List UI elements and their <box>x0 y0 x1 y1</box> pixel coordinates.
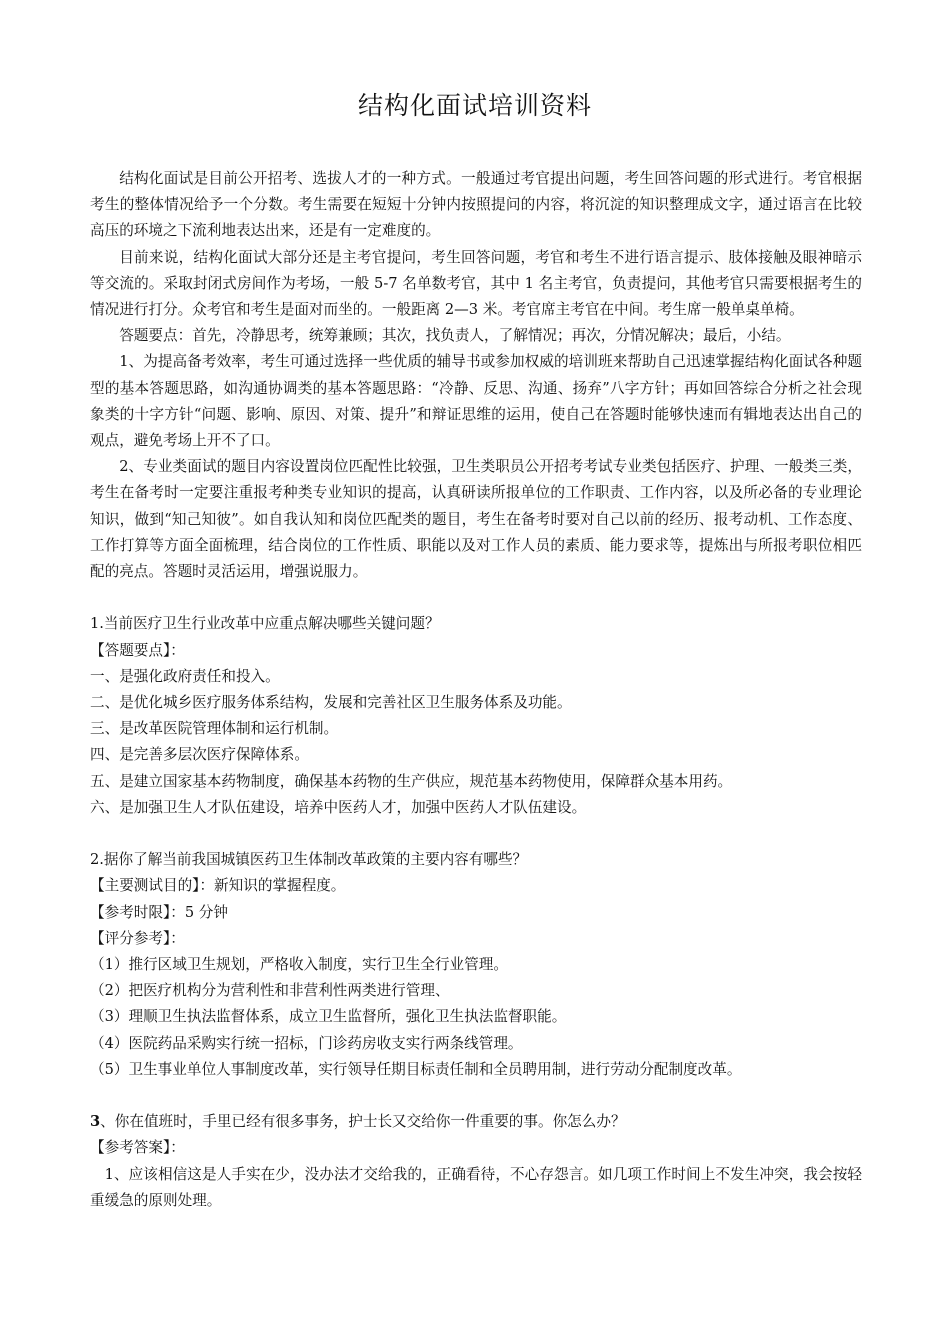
intro-paragraph: 1、为提高备考效率，考生可通过选择一些优质的辅导书或参加权威的培训班来帮助自己迅速掌握结构化面试各种题型的基本答题思路，如沟通协调类的基本答题思路：“冷静、反思、沟通、扬弃”八字方针；再如回答综合分析之社会现象类的十字方针“问题、影响、原因、对策、提升”和辩证思维的运用，使自己在答题时能够快速而有辑地表达出自己的观点，避免考场上开不了口。 <box>90 353 862 450</box>
question-3-text: 、你在值班时，手里已经有很多事务，护士长又交给你一件重要的事。你怎么办？ <box>100 1113 626 1131</box>
answer-label: 【参考答案】： <box>90 1139 185 1157</box>
intro-paragraph: 答题要点：首先，冷静思考，统筹兼顾；其次，找负责人，了解情况；再次，分情况解决；最后，小结。 <box>119 327 791 345</box>
answer-item: 四、是完善多层次医疗保障体系。 <box>90 746 309 764</box>
scoring-item: （1）推行区域卫生规划，严格收入制度，实行卫生全行业管理。 <box>90 956 508 974</box>
answer-item: 一、是强化政府责任和投入。 <box>90 667 280 685</box>
spacer <box>90 585 862 611</box>
spacer <box>90 821 862 847</box>
question-3 <box>90 1109 862 1135</box>
scoring-item: （4）医院药品采购实行统一招标，门诊药房收支实行两条线管理。 <box>90 1034 523 1052</box>
question-2: 2.据你了解当前我国城镇医药卫生体制改革政策的主要内容有哪些？ <box>90 851 528 869</box>
answer-item: 二、是优化城乡医疗服务体系结构，发展和完善社区卫生服务体系及功能。 <box>90 694 572 712</box>
answer-item: 五、是建立国家基本药物制度，确保基本药物的生产供应，规范基本药物使用，保障群众基本用药。 <box>90 772 733 790</box>
answer-item: 三、是改革医院管理体制和运行机制。 <box>90 720 339 738</box>
question-3-number: 3 <box>90 1113 101 1131</box>
time-limit: 【参考时限】：5 分钟 <box>90 903 228 921</box>
spacer <box>90 1083 862 1109</box>
intro-paragraph: 结构化面试是目前公开招考、选拔人才的一种方式。一般通过考官提出问题，考生回答问题的形式进行。考官根据考生的整体情况给予一个分数。考生需要在短短十分钟内按照提问的内容，将沉淀的知识整理成文字，通过语言在比较高压的环境之下流利地表达出来，还是有一定难度的。 <box>90 170 862 240</box>
answer-item: 六、是加强卫生人才队伍建设，培养中医药人才，加强中医药人才队伍建设。 <box>90 798 587 816</box>
scoring-label: 【评分参考】： <box>90 929 185 947</box>
answer-label: 【答题要点】： <box>90 641 185 659</box>
question-1: 1.当前医疗卫生行业改革中应重点解决哪些关键问题？ <box>90 615 440 633</box>
scoring-item: （3）理顺卫生执法监督体系，成立卫生监督所，强化卫生执法监督职能。 <box>90 1008 567 1026</box>
answer-item: 1、应该相信这是人手实在少，没办法才交给我的，正确看待，不心存怨言。如几项工作时间上不发生冲突，我会按轻重缓急的原则处理。 <box>90 1165 862 1209</box>
test-purpose: 【主要测试目的】：新知识的掌握程度。 <box>90 877 346 895</box>
document-body <box>90 166 862 1214</box>
document-title: 结构化面试培训资料 <box>357 91 592 120</box>
intro-paragraph: 2、专业类面试的题目内容设置岗位匹配性比较强，卫生类职员公开招考考试专业类包括医疗、护理、一般类三类，考生在备考时一定要注重报考种类专业知识的提高，认真研读所报单位的工作职责、工作内容，以及所必备的专业理论知识，做到“知己知彼”。如自我认知和岗位匹配类的题目，考生在备考时要对自己以前的经历、报考动机、工作态度、工作打算等方面全面梳理，结合岗位的工作性质、职能以及对工作人员的素质、能力要求等，提炼出与所报考职位相匹配的亮点。答题时灵活运用，增强说服力。 <box>90 458 862 581</box>
scoring-item: （2）把医疗机构分为营利性和非营利性两类进行管理、 <box>90 982 450 1000</box>
scoring-item: （5）卫生事业单位人事制度改革，实行领导任期目标责任制和全员聘用制，进行劳动分配制度改革。 <box>90 1060 742 1078</box>
intro-paragraph: 目前来说，结构化面试大部分还是主考官提问，考生回答问题，考官和考生不进行语言提示、肢体接触及眼神暗示等交流的。采取封闭式房间作为考场，一般 5-7 名单数考官，其中 1 名主考官，负责提问，其他考官只需要根据考生的情况进行打分。众考官和考生是面对而坐的。一般距离 2—3 米。考官席主考官在中间。考生席一般单桌单椅。 <box>90 248 862 319</box>
